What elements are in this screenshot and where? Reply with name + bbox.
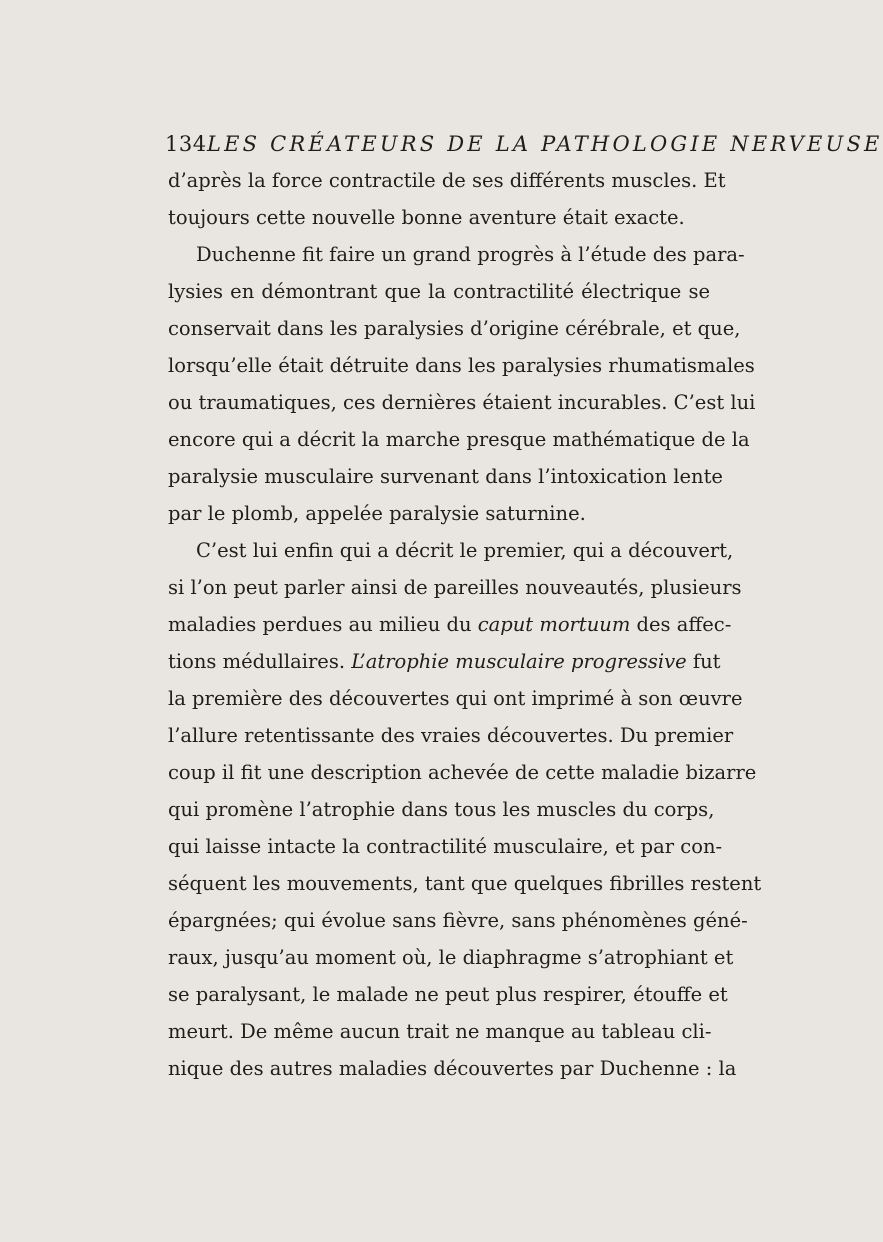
- text-line: qui laisse intacte la contractilité musculaire, et par con-: [168, 835, 723, 858]
- running-title: LES CRÉATEURS DE LA PATHOLOGIE NERVEUSE: [207, 132, 883, 156]
- text-line: d’après la force contractile de ses différents muscles. Et: [168, 169, 726, 192]
- text-line: [168, 606, 732, 643]
- text-line: paralysie musculaire survenant dans l’intoxication lente: [168, 465, 723, 488]
- paragraph-start-line: Duchenne fit faire un grand progrès à l’étude des para-: [196, 243, 745, 266]
- text-line: encore qui a décrit la marche presque mathématique de la: [168, 428, 750, 451]
- text-line: lysies en démontrant que la contractilité électrique se: [168, 280, 710, 303]
- text-line: qui promène l’atrophie dans tous les muscles du corps,: [168, 798, 715, 821]
- text-segment: des affec-: [630, 613, 732, 636]
- body-text: [168, 162, 762, 1087]
- text-line: la première des découvertes qui ont imprimé à son œuvre: [168, 687, 743, 710]
- text-line: l’allure retentissante des vraies découvertes. Du premier: [168, 724, 734, 747]
- page-number: 134: [165, 132, 207, 156]
- text-line: toujours cette nouvelle bonne aventure était exacte.: [168, 206, 685, 229]
- text-line: lorsqu’elle était détruite dans les paralysies rhumatismales: [168, 354, 755, 377]
- text-line: ou traumatiques, ces dernières étaient incurables. C’est lui: [168, 391, 756, 414]
- text-line: raux, jusqu’au moment où, le diaphragme s’atrophiant et: [168, 946, 734, 969]
- text-line: si l’on peut parler ainsi de pareilles nouveautés, plusieurs: [168, 576, 742, 599]
- paragraph-start-line: C’est lui enfin qui a décrit le premier, qui a découvert,: [196, 539, 734, 562]
- text-line: séquent les mouvements, tant que quelques fibrilles restent: [168, 872, 762, 895]
- text-line: épargnées; qui évolue sans fièvre, sans phénomènes géné-: [168, 909, 748, 932]
- text-segment: fut: [686, 650, 721, 673]
- text-segment: maladies perdues au milieu du: [168, 613, 478, 636]
- text-line: coup il fit une description achevée de cette maladie bizarre: [168, 761, 757, 784]
- text-line: nique des autres maladies découvertes par Duchenne : la: [168, 1057, 737, 1080]
- italic-term: caput mortuum: [477, 613, 631, 636]
- text-line: meurt. De même aucun trait ne manque au tableau cli-: [168, 1020, 712, 1043]
- text-line: conservait dans les paralysies d’origine cérébrale, et que,: [168, 317, 741, 340]
- page-header: [165, 128, 883, 160]
- text-line: par le plomb, appelée paralysie saturnine.: [168, 502, 586, 525]
- italic-term: L’atrophie musculaire progressive: [351, 650, 687, 673]
- text-segment: tions médullaires.: [168, 650, 352, 673]
- text-line: se paralysant, le malade ne peut plus respirer, étouffe et: [168, 983, 728, 1006]
- text-line: [168, 643, 721, 680]
